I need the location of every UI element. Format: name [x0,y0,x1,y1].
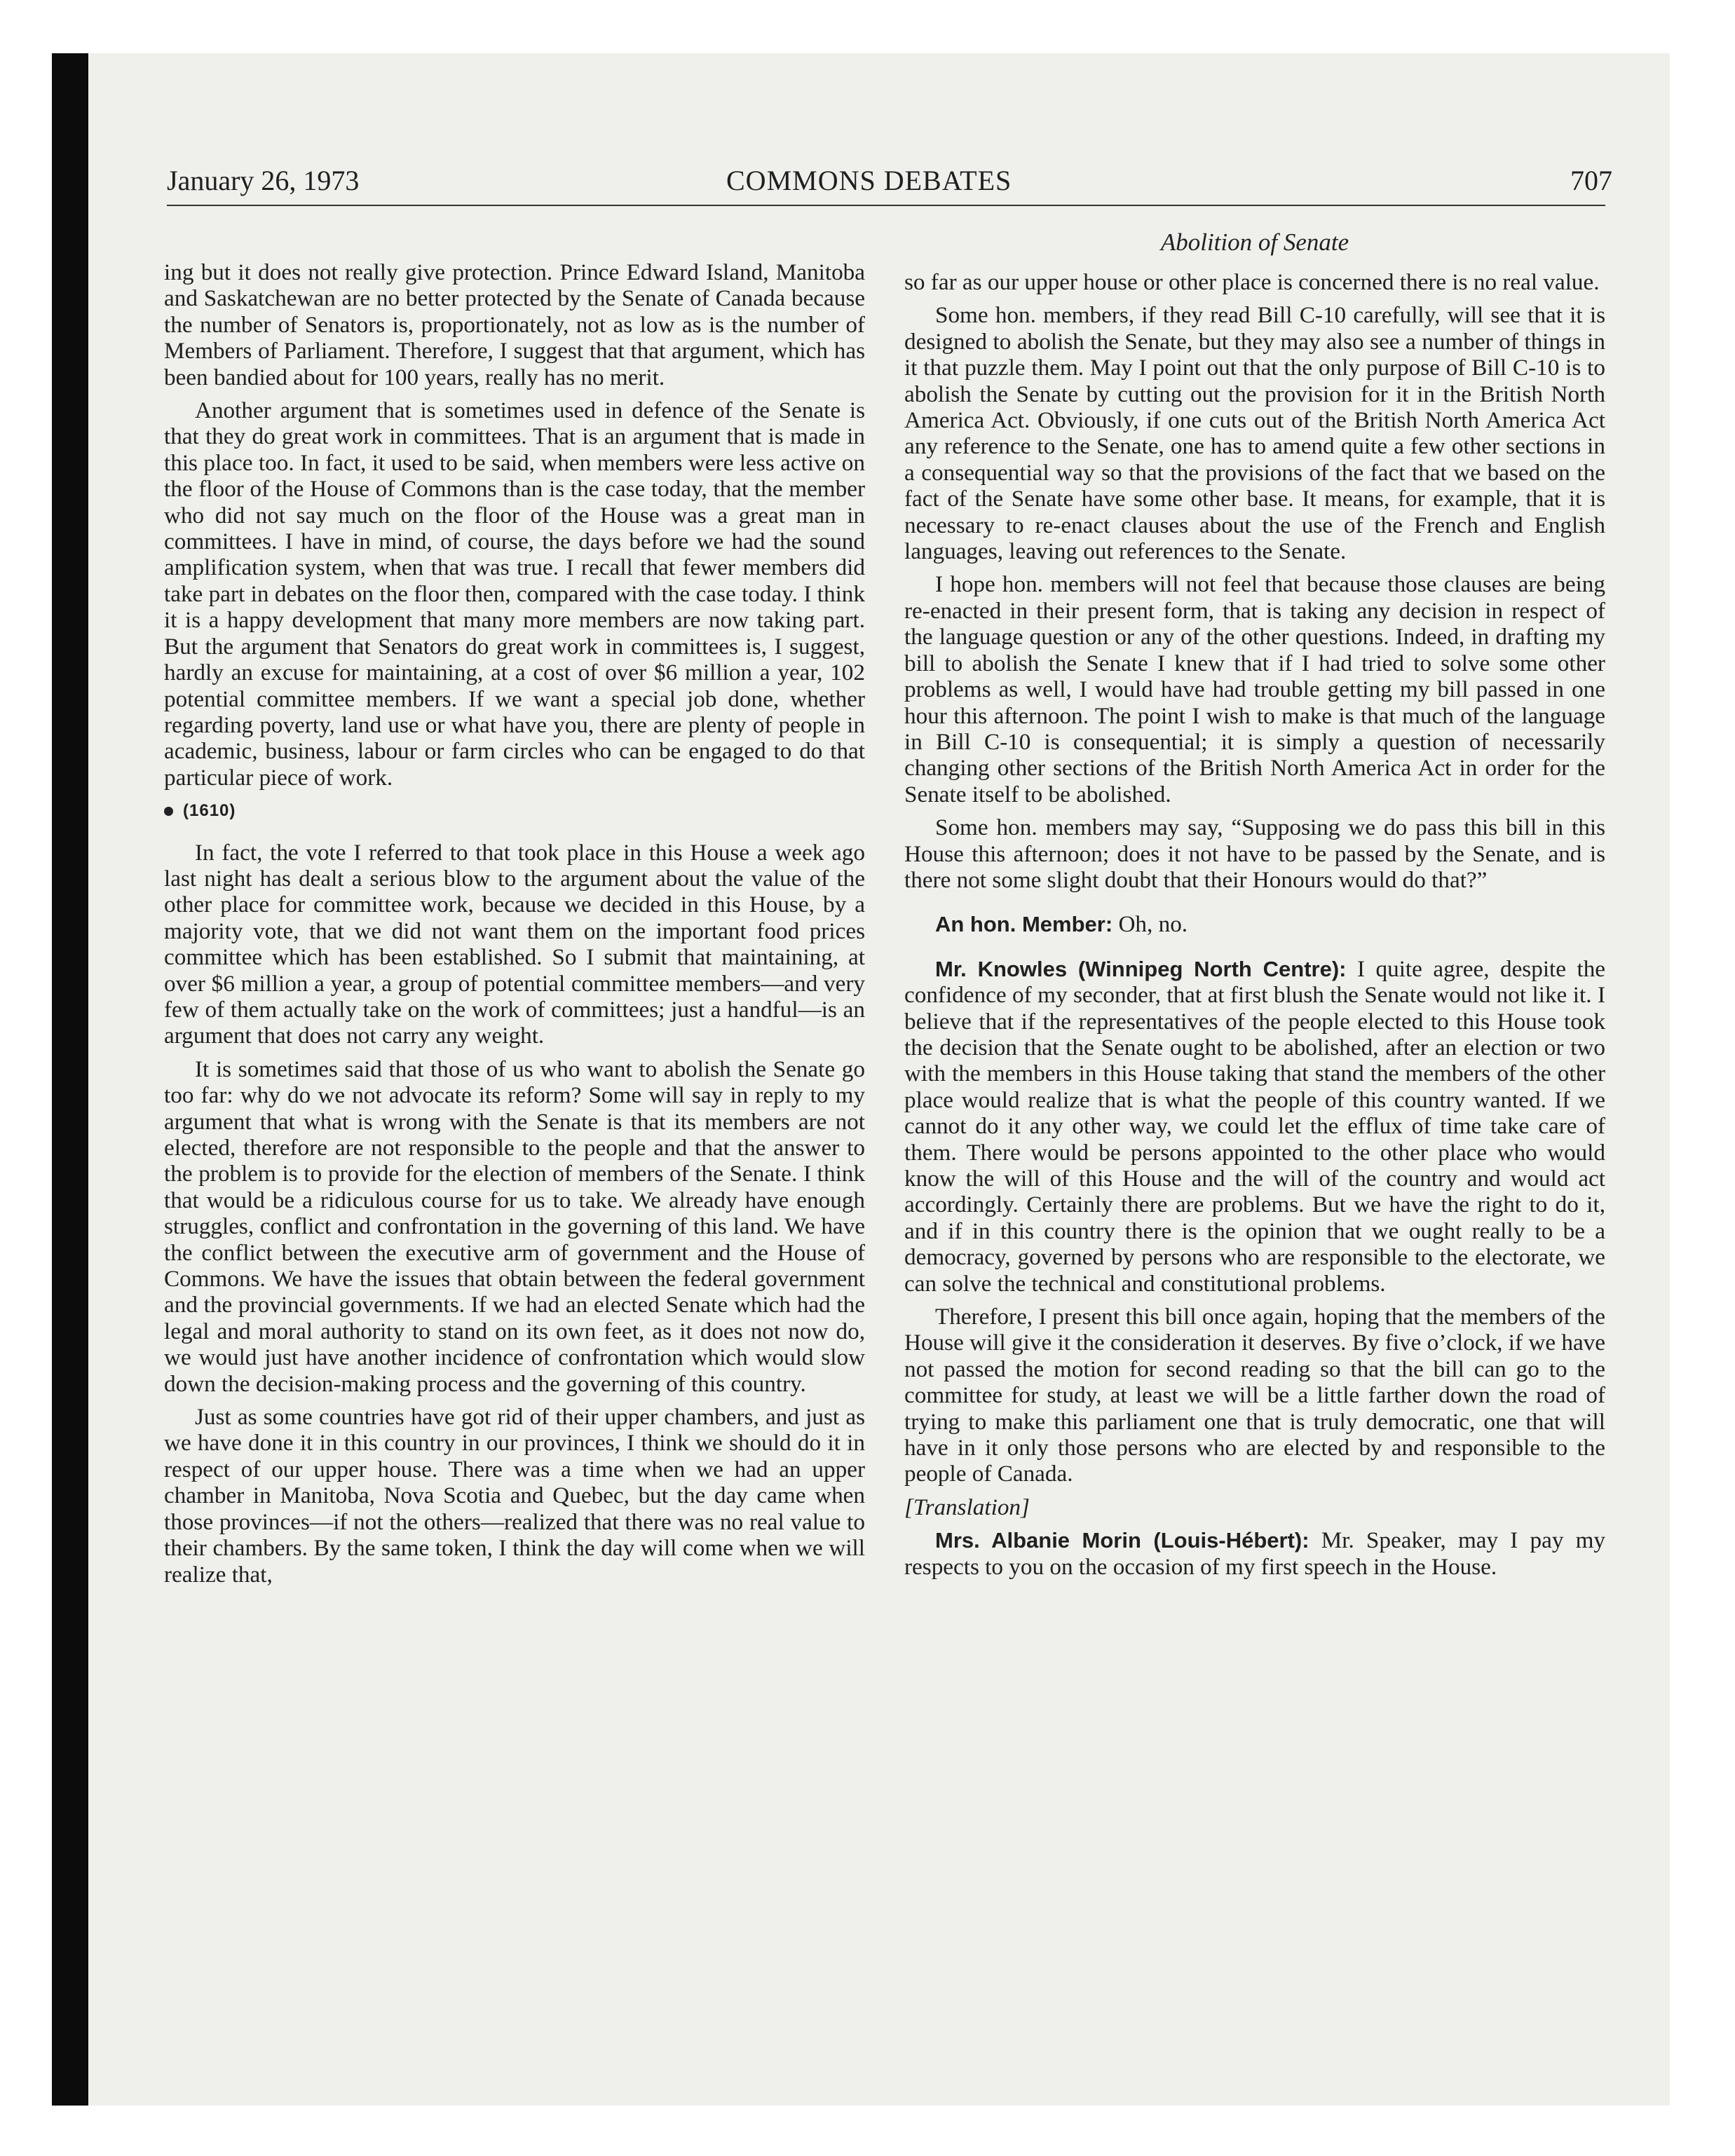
paragraph: Therefore, I present this bill once again, hoping that the members of the House will give it the consideration it deserves. By five o’clock, if we have not passed the motion for second reading so that the bill can go to the committee for study, at least we will be a little farther down the road of trying to make this parliament one that is truly democratic, one that will have in it only those persons who are elected by and responsible to the people of Canada. [904,1304,1605,1487]
time-marker [164,798,865,824]
header-publication: COMMONS DEBATES [726,165,1012,196]
paragraph: Just as some countries have got rid of their upper chambers, and just as we have done it in this country in our provinces, I think we should do it in respect of our upper house. There was a time when we had an upper chamber in Manitoba, Nova Scotia and Quebec, but the day came when those provinces—if not the others—realized that there was no real value to their chambers. By the same token, I think the day will come when we will realize that, [164,1404,865,1588]
paragraph: I hope hon. members will not feel that because those clauses are being re-enacted in their present form, that is taking any decision in respect of the language question or any of the other questions. Indeed, in drafting my bill to abolish the Senate I knew that if I had tried to solve some other problems as well, I would have had trouble getting my bill passed in one hour this afternoon. The point I wish to make is that much of the language in Bill C-10 is consequential; it is simply a question of necessarily changing other sections of the British North America Act in order for the Senate itself to be abolished. [904,571,1605,807]
speech-paragraph [904,956,1605,1297]
bullet-icon [164,807,173,816]
header-date: January 26, 1973 [167,165,360,196]
binding-edge [52,53,88,2106]
speech-paragraph [904,911,1605,937]
speaker-name: An hon. Member: [935,912,1113,937]
speech-text: Mr. Speaker, may I pay my respects to you on the occasion of my first speech in the House. [904,1527,1605,1580]
speech-text: Oh, no. [1118,911,1188,938]
right-column [904,269,1605,1587]
page-number: 707 [1570,165,1612,196]
running-head: Abolition of Senate [1160,228,1349,256]
speech-paragraph [904,1527,1605,1580]
paragraph: Another argument that is sometimes used in defence of the Senate is that they do great work in committees. That is an argument that is made in this place too. In fact, it used to be said, when members were less active on the floor of the House of Commons than is the case today, that the member who did not say much on the floor of the House was a great man in committees. I have in mind, of course, the days before we had the sound amplification system, when that was true. I recall that fewer members did take part in debates on the floor then, compared with the case today. I think it is a happy development that many more members are now taking part. But the argument that Senators do great work in committees is, I suggest, hardly an excuse for maintaining, at a cost of over $6 million a year, 102 potential committee members. If we want a special job done, whether regarding poverty, land use or what have you, there are plenty of people in academic, business, labour or farm circles who can be engaged to do that particular piece of work. [164,397,865,791]
speaker-name: Mr. Knowles (Winnipeg North Centre): [935,956,1347,981]
paragraph: so far as our upper house or other place is concerned there is no real value. [904,269,1600,295]
time-marker-label: (1610) [183,801,236,821]
paragraph: Some hon. members, if they read Bill C-10 carefully, will see that it is designed to abolish the Senate, but they may also see a number of things in it that puzzle them. May I point out that the only purpose of Bill C-10 is to abolish the Senate by cutting out the provision for it in the British North America Act. Obviously, if one cuts out of the British North America Act any reference to the Senate, one has to amend quite a few other sections in a consequential way so that the provisions of the fact that we based on the fact of the Senate have some other base. It means, for example, that it is necessary to re-enact clauses about the use of the French and English languages, leaving out references to the Senate. [904,302,1605,565]
paragraph: In fact, the vote I referred to that took place in this House a week ago last night has dealt a serious blow to the argument about the value of the other place for committee work, because we decided in this House, by a majority vote, that we did not want them on the important food prices committee which has been established. So I submit that maintaining, at over $6 million a year, a group of potential committee members—and very few of them actually take on the work of committees; just a handful—is an argument that does not carry any weight. [164,839,865,1049]
paragraph: It is sometimes said that those of us who want to abolish the Senate go too far: why do we not advocate its reform? Some will say in reply to my argument that what is wrong with the Senate is that its members are not elected, therefore are not responsible to the people and that the answer to the problem is to provide for the election of members of the Senate. I think that would be a ridiculous course for us to take. We already have enough struggles, conflict and confrontation in the governing of this land. We have the conflict between the executive arm of government and the House of Commons. We have the issues that obtain between the federal government and the provincial governments. If we had an elected Senate which had the legal and moral authority to stand on its own feet, as it does not now do, we would just have another incidence of confrontation which would slow down the decision-making process and the governing of this country. [164,1056,865,1397]
speaker-name: Mrs. Albanie Morin (Louis-Hébert): [935,1528,1309,1553]
speech-text: I quite agree, despite the confidence of my seconder, that at first blush the Senate would not like it. I believe that if the representatives of the people elected to this House took the decision that the Senate ought to be abolished, after an election or two with the members in this House taking that stand the members of the other place would realize that is what the people of this country wanted. If we cannot do it any other way, we could let the efflux of time take care of them. There would be persons appointed to the other place who would know the will of this House and the will of the country and would act accordingly. Certainly there are problems. But we have the right to do it, and if in this country there is the opinion that we ought really to be a democracy, governed by persons who are responsible to the electorate, we can solve the technical and constitutional problems. [904,955,1606,1297]
header-rule [167,205,1605,206]
paragraph: ing but it does not really give protection. Prince Edward Island, Manitoba and Saskatchewan are no better protected by the Senate of Canada because the number of Senators is, proportionately, not as low as is the number of Members of Parliament. Therefore, I suggest that that argument, which has been bandied about for 100 years, really has no merit. [164,259,865,390]
paragraph: Some hon. members may say, “Supposing we do pass this bill in this House this afternoon; does it not have to be passed by the Senate, and is there not some slight doubt that their Honours would do that?” [904,814,1605,893]
left-column [164,259,865,1595]
translation-note: [Translation] [904,1494,1030,1520]
